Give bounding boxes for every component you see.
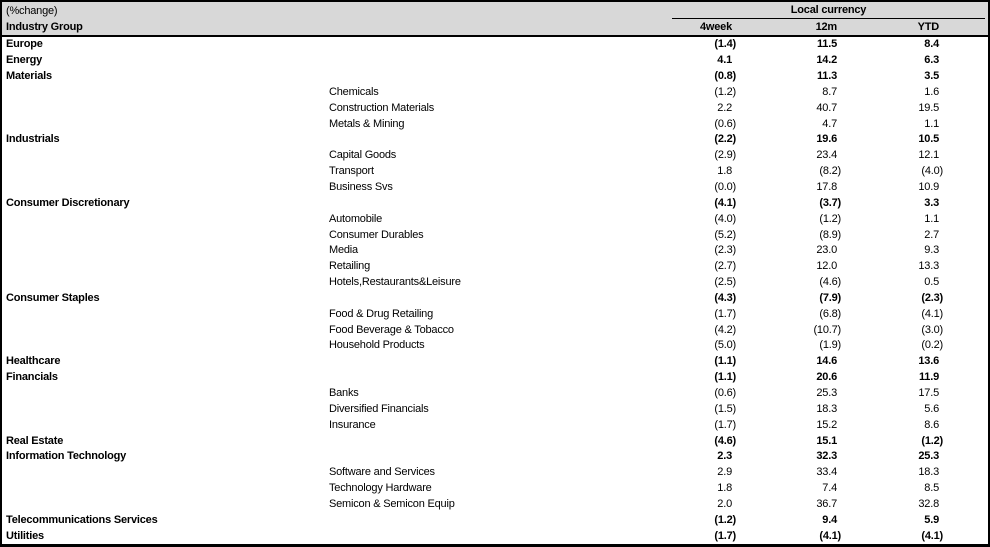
sub-industry-label: Metals & Mining [329, 117, 405, 130]
value-cell: 7.4 [822, 482, 837, 495]
value-cell: (4.1) [714, 196, 736, 209]
value-cell: (1.5) [714, 402, 736, 415]
value-cell: 12.1 [918, 149, 939, 162]
value-cell: 15.1 [816, 434, 837, 447]
value-cell: 33.4 [816, 466, 837, 479]
table-row [2, 195, 988, 211]
value-cell: 23.0 [816, 244, 837, 257]
value-cell: 15.2 [816, 418, 837, 431]
column-header-4week: 4week [699, 21, 732, 33]
sub-industry-label: Semicon & Semicon Equip [329, 497, 455, 510]
value-cell: 6.3 [924, 54, 939, 67]
table-row [2, 243, 988, 259]
percent-change-note: (%change) [6, 4, 58, 17]
value-cell: (2.3) [714, 244, 736, 257]
value-cell: 1.1 [924, 212, 939, 225]
value-cell: 14.2 [816, 54, 837, 67]
industry-group-label: Energy [6, 54, 43, 67]
value-cell: 18.3 [816, 402, 837, 415]
table-row [2, 370, 988, 386]
value-cell: 3.5 [924, 70, 939, 83]
value-cell: 0.5 [924, 276, 939, 289]
value-cell: 17.5 [918, 386, 939, 399]
header-row-columns [2, 19, 988, 35]
table-row [2, 116, 988, 132]
value-cell: (3.7) [819, 196, 841, 209]
value-cell: (5.0) [714, 339, 736, 352]
local-currency-group-header: Local currency [672, 2, 985, 19]
value-cell: 19.6 [816, 133, 837, 146]
value-cell: (4.3) [714, 291, 736, 304]
sub-industry-label: Software and Services [329, 466, 435, 479]
value-cell: 1.6 [924, 85, 939, 98]
industry-group-label: Consumer Staples [6, 291, 100, 304]
value-cell: (0.0) [714, 181, 736, 194]
table-row [2, 449, 988, 465]
value-cell: (3.0) [921, 323, 943, 336]
header-row-top [2, 2, 988, 19]
value-cell: 1.1 [924, 117, 939, 130]
sub-industry-label: Food Beverage & Tobacco [329, 323, 454, 336]
value-cell: (0.8) [714, 70, 736, 83]
value-cell: (6.8) [819, 307, 841, 320]
value-cell: 9.4 [822, 513, 837, 526]
value-cell: (0.6) [714, 386, 736, 399]
value-cell: 11.3 [816, 70, 837, 83]
value-cell: 4.7 [822, 117, 837, 130]
value-cell: 1.8 [717, 165, 732, 178]
table-row [2, 401, 988, 417]
sub-industry-label: Automobile [329, 212, 383, 225]
value-cell: (8.9) [819, 228, 841, 241]
value-cell: (1.2) [714, 85, 736, 98]
sub-industry-label: Household Products [329, 339, 425, 352]
table-row [2, 465, 988, 481]
value-cell: 2.2 [717, 101, 732, 114]
value-cell: 2.9 [717, 466, 732, 479]
value-cell: 14.6 [816, 355, 837, 368]
sub-industry-label: Capital Goods [329, 149, 397, 162]
value-cell: 17.8 [816, 181, 837, 194]
table-row [2, 528, 988, 544]
table-row [2, 275, 988, 291]
value-cell: (1.2) [819, 212, 841, 225]
table-row [2, 227, 988, 243]
value-cell: 32.3 [816, 450, 837, 463]
value-cell: 13.6 [918, 355, 939, 368]
value-cell: 10.9 [918, 181, 939, 194]
value-cell: (1.9) [819, 339, 841, 352]
value-cell: (1.1) [714, 355, 736, 368]
table-body [2, 37, 988, 544]
table-row [2, 354, 988, 370]
value-cell: (2.2) [714, 133, 736, 146]
value-cell: (1.7) [714, 418, 736, 431]
value-cell: 8.4 [924, 38, 939, 51]
industry-group-label: Real Estate [6, 434, 64, 447]
industry-group-column-header: Industry Group [6, 21, 83, 33]
value-cell: 40.7 [816, 101, 837, 114]
industry-group-label: Europe [6, 38, 43, 51]
value-cell: (1.1) [714, 371, 736, 384]
sub-industry-label: Construction Materials [329, 101, 435, 114]
industry-group-label: Materials [6, 70, 52, 83]
value-cell: 25.3 [816, 386, 837, 399]
table-header [2, 2, 988, 37]
table-row [2, 53, 988, 69]
sub-industry-label: Media [329, 244, 358, 257]
value-cell: 36.7 [816, 497, 837, 510]
value-cell: 10.5 [918, 133, 939, 146]
value-cell: 9.3 [924, 244, 939, 257]
sub-industry-label: Consumer Durables [329, 228, 424, 241]
table-row [2, 259, 988, 275]
value-cell: 2.0 [717, 497, 732, 510]
value-cell: (8.2) [819, 165, 841, 178]
industry-group-label: Industrials [6, 133, 60, 146]
value-cell: 18.3 [918, 466, 939, 479]
value-cell: (2.7) [714, 260, 736, 273]
value-cell: 32.8 [918, 497, 939, 510]
table-row [2, 164, 988, 180]
value-cell: 20.6 [816, 371, 837, 384]
value-cell: 5.6 [924, 402, 939, 415]
value-cell: (0.6) [714, 117, 736, 130]
table-row [2, 496, 988, 512]
value-cell: (1.4) [714, 38, 736, 51]
value-cell: (4.6) [819, 276, 841, 289]
value-cell: (4.1) [921, 529, 943, 542]
table-row [2, 211, 988, 227]
value-cell: 1.8 [717, 482, 732, 495]
value-cell: (4.1) [819, 529, 841, 542]
value-cell: (4.2) [714, 323, 736, 336]
industry-group-label: Telecommunications Services [6, 513, 158, 526]
value-cell: (5.2) [714, 228, 736, 241]
value-cell: 8.7 [822, 85, 837, 98]
value-cell: (7.9) [819, 291, 841, 304]
value-cell: (2.9) [714, 149, 736, 162]
column-header-ytd: YTD [917, 21, 939, 33]
value-cell: (1.7) [714, 307, 736, 320]
industry-group-label: Utilities [6, 529, 44, 542]
value-cell: 23.4 [816, 149, 837, 162]
industry-group-label: Information Technology [6, 450, 127, 463]
table-row [2, 306, 988, 322]
sub-industry-label: Diversified Financials [329, 402, 429, 415]
table-row [2, 322, 988, 338]
industry-group-label: Healthcare [6, 355, 61, 368]
value-cell: (0.2) [921, 339, 943, 352]
value-cell: (2.5) [714, 276, 736, 289]
table-row [2, 180, 988, 196]
value-cell: (1.2) [714, 513, 736, 526]
value-cell: 8.6 [924, 418, 939, 431]
value-cell: 2.3 [717, 450, 732, 463]
sub-industry-label: Retailing [329, 260, 371, 273]
table-row [2, 386, 988, 402]
value-cell: (4.0) [921, 165, 943, 178]
value-cell: (10.7) [813, 323, 841, 336]
value-cell: 3.3 [924, 196, 939, 209]
table-row [2, 132, 988, 148]
value-cell: (2.3) [921, 291, 943, 304]
value-cell: (4.1) [921, 307, 943, 320]
sub-industry-label: Food & Drug Retailing [329, 307, 434, 320]
table-row [2, 291, 988, 307]
table-row [2, 512, 988, 528]
sub-industry-label: Transport [329, 165, 374, 178]
table-row [2, 148, 988, 164]
sub-industry-label: Technology Hardware [329, 482, 432, 495]
industry-group-label: Consumer Discretionary [6, 196, 130, 209]
value-cell: 25.3 [918, 450, 939, 463]
value-cell: 13.3 [918, 260, 939, 273]
value-cell: (1.7) [714, 529, 736, 542]
sub-industry-label: Business Svs [329, 181, 393, 194]
sub-industry-label: Hotels,Restaurants&Leisure [329, 276, 461, 289]
table-row [2, 69, 988, 85]
value-cell: 5.9 [924, 513, 939, 526]
table-row [2, 433, 988, 449]
column-header-12m: 12m [815, 21, 837, 33]
value-cell: (1.2) [921, 434, 943, 447]
table-row [2, 37, 988, 53]
value-cell: 2.7 [924, 228, 939, 241]
sub-industry-label: Insurance [329, 418, 376, 431]
sub-industry-label: Banks [329, 386, 359, 399]
value-cell: 11.9 [918, 371, 939, 384]
table-row [2, 85, 988, 101]
value-cell: 11.5 [816, 38, 837, 51]
table-row [2, 338, 988, 354]
table-row [2, 100, 988, 116]
value-cell: 4.1 [717, 54, 732, 67]
value-cell: 8.5 [924, 482, 939, 495]
table-row [2, 481, 988, 497]
sub-industry-label: Chemicals [329, 85, 379, 98]
value-cell: (4.0) [714, 212, 736, 225]
table-row [2, 417, 988, 433]
value-cell: 12.0 [816, 260, 837, 273]
value-cell: 19.5 [918, 101, 939, 114]
value-cell: (4.6) [714, 434, 736, 447]
industry-group-label: Financials [6, 371, 58, 384]
